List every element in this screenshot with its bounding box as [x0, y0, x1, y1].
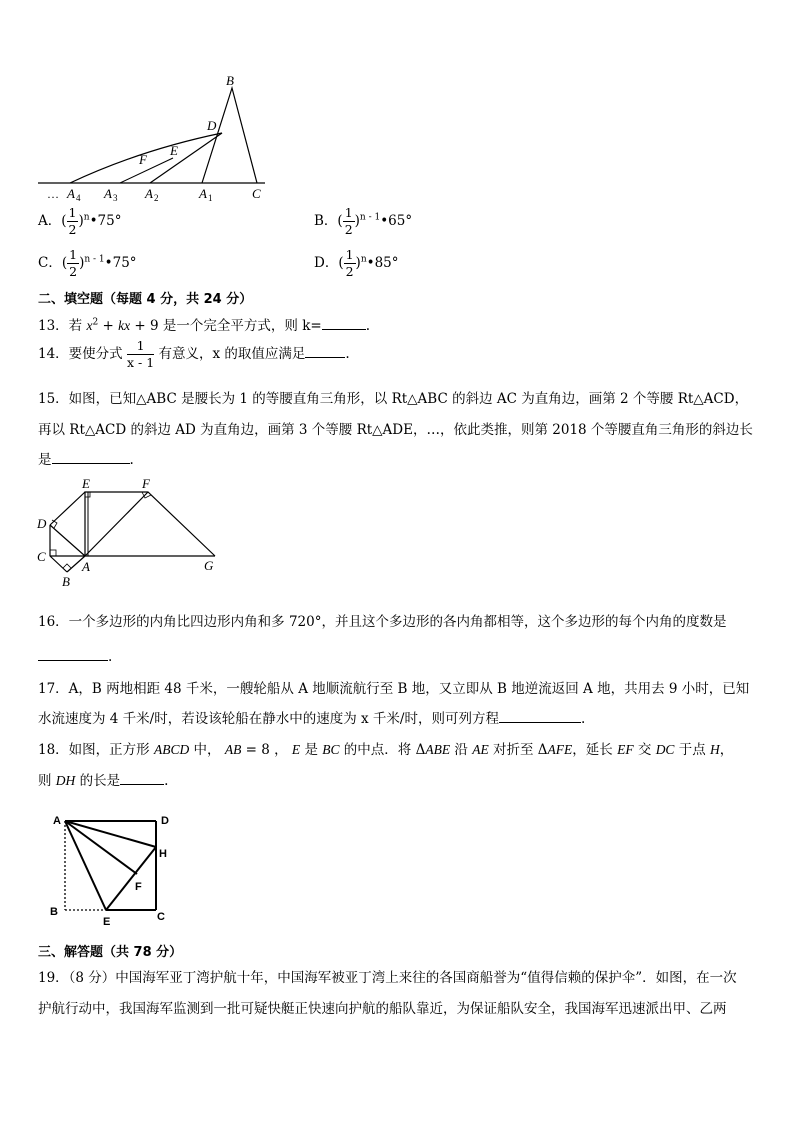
question-15-line-3: 是 . [38, 448, 134, 468]
label-D-18: D [161, 815, 169, 827]
label-A1: A [199, 186, 207, 201]
label-A4: A [67, 186, 75, 201]
question-14: 14．要使分式 $\frac{1}{x - 1}$ 有意义，x 的取值应满足 . [38, 338, 350, 370]
question-16: 16．一个多边形的内角比四边形内角和多 720°，并且这个多边形的各内角都相等，这个多边形的每个内角的度数是 [38, 614, 727, 630]
label-F-18: F [135, 881, 142, 893]
question-17-line-1: 17．A，B 两地相距 48 千米，一艘轮船从 A 地顺流航行至 B 地，又立即从 B 地逆流返回 A 地，共用去 9 小时，已知 [38, 681, 750, 697]
label-D: D [207, 118, 217, 133]
label-E: E [170, 143, 178, 158]
label-B-18: B [50, 906, 58, 918]
question-19-line-1: 19．（8 分）中国海军亚丁湾护航十年，中国海军被亚丁湾上来往的各国商船誉为“值得信赖的保护伞”．如图，在一次 [38, 970, 737, 986]
question-18-line-2: 则 DH 的长是 . [38, 769, 168, 789]
answer-blank-16[interactable] [38, 646, 108, 661]
label-C-15: C [37, 549, 46, 564]
answer-blank-15[interactable] [52, 449, 130, 464]
label-D-15: D [37, 516, 47, 531]
question-15-line-1: 15．如图，已知△ABC 是腰长为 1 的等腰直角三角形，以 Rt△ABC 的斜边 AC 为直角边，画第 2 个等腰 Rt△ACD， [38, 391, 749, 407]
label-F: F [139, 152, 147, 167]
answer-blank-18[interactable] [120, 770, 164, 785]
label-C-18: C [157, 911, 165, 923]
label-A3: A [104, 186, 112, 201]
square-fold-figure [40, 800, 190, 930]
option-c: C．( $\frac{1}{2}$ )$^{n - 1}$•75° [38, 247, 137, 279]
label-A4-sub: 4 [76, 193, 81, 203]
answer-blank-17[interactable] [499, 708, 581, 723]
label-B: B [226, 73, 234, 88]
question-15-line-2: 再以 Rt△ACD 的斜边 AD 为直角边，画第 3 个等腰 Rt△ADE，…，依此类推，则第 2018 个等腰直角三角形的斜边长 [38, 422, 753, 438]
label-A2-sub: 2 [154, 193, 159, 203]
question-18-line-1: 18．如图，正方形 ABCD 中， AB = 8 ， E 是 BC 的中点．将 ΔABE 沿 AE 对折至 ΔAFE，延长 EF 交 DC 于点 H， [38, 742, 734, 758]
label-A-18: A [53, 815, 61, 827]
option-d: D．( $\frac{1}{2}$ )$^n$•85° [314, 247, 399, 279]
question-19-line-2: 护航行动中，我国海军监测到一批可疑快艇正快速向护航的船队靠近，为保证船队安全，我国海军迅速派出甲、乙两 [38, 1001, 727, 1017]
label-H-18: H [159, 848, 167, 860]
label-A-15: A [82, 559, 90, 574]
label-E-18: E [103, 916, 111, 928]
label-A2: A [145, 186, 153, 201]
label-dots: … [47, 187, 59, 201]
question-13: 13．若 $x^2$ + kx + 9 是一个完全平方式，则 k= . [38, 314, 370, 334]
triangle-sequence-figure [30, 70, 280, 205]
label-E-15: E [82, 476, 90, 491]
label-F-15: F [142, 476, 150, 491]
isosceles-triangles-figure [30, 472, 230, 592]
section-heading-solutions: 三、解答题（共 78 分） [38, 945, 183, 960]
question-17-line-2: 水流速度为 4 千米/时，若设该轮船在静水中的速度为 x 千米/时，则可列方程 . [38, 707, 585, 727]
question-16-answer: . [38, 646, 112, 665]
answer-blank-13[interactable] [322, 315, 366, 330]
label-G-15: G [204, 558, 214, 573]
label-A3-sub: 3 [113, 193, 118, 203]
label-C: C [252, 186, 261, 201]
section-heading-fill-in: 二、填空题（每题 4 分，共 24 分） [38, 292, 253, 307]
label-A1-sub: 1 [208, 193, 213, 203]
option-b: B．( $\frac{1}{2}$ )$^{n - 1}$•65° [314, 205, 413, 237]
option-a: A．( $\frac{1}{2}$ )$^n$•75° [38, 205, 122, 237]
label-B-15: B [62, 574, 70, 589]
answer-blank-14[interactable] [305, 343, 345, 358]
